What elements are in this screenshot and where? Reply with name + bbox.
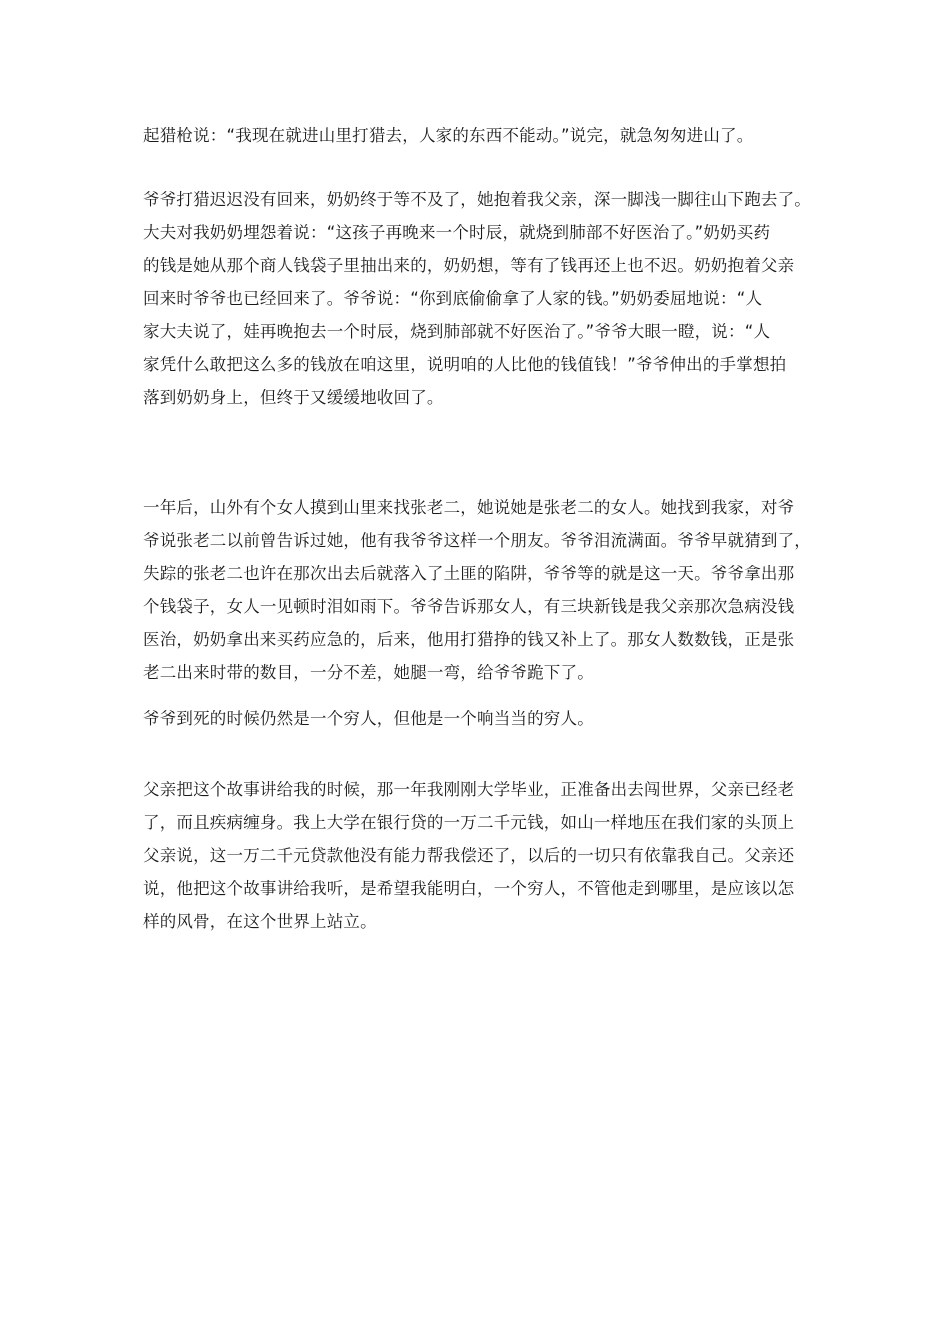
text-line: 家大夫说了，娃再晚抱去一个时辰，烧到肺部就不好医治了。”爷爷大眼一瞪，说：“人 xyxy=(143,322,771,341)
text-line: 起猎枪说：“我现在就进山里打猎去，人家的东西不能动。”说完，就急匆匆进山了。 xyxy=(143,126,754,145)
paragraph-4 xyxy=(143,702,825,735)
text-line: 落到奶奶身上，但终于又缓缓地收回了。 xyxy=(143,388,444,407)
text-line: 大夫对我奶奶埋怨着说：“这孩子再晚来一个时辰，就烧到肺部不好医治了。”奶奶买药 xyxy=(143,223,771,242)
text-line: 失踪的张老二也许在那次出去后就落入了土匪的陷阱，爷爷等的就是这一天。爷爷拿出那 xyxy=(143,564,795,583)
paragraph-5 xyxy=(143,773,825,938)
paragraph-3 xyxy=(143,491,825,689)
text-line: 父亲说，这一万二千元贷款他没有能力帮我偿还了，以后的一切只有依靠我自己。父亲还 xyxy=(143,846,795,865)
text-line: 一年后，山外有个女人摸到山里来找张老二，她说她是张老二的女人。她找到我家，对爷 xyxy=(143,498,795,517)
text-line: 父亲把这个故事讲给我的时候，那一年我刚刚大学毕业，正准备出去闯世界，父亲已经老 xyxy=(143,780,795,799)
text-line: 爷爷到死的时候仍然是一个穷人，但他是一个响当当的穷人。 xyxy=(143,709,594,728)
text-line: 个钱袋子，女人一见顿时泪如雨下。爷爷告诉那女人，有三块新钱是我父亲那次急病没钱 xyxy=(143,597,795,616)
text-line: 样的风骨，在这个世界上站立。 xyxy=(143,912,377,931)
text-line: 家凭什么敢把这么多的钱放在咱这里，说明咱的人比他的钱值钱！”爷爷伸出的手掌想拍 xyxy=(143,355,787,374)
paragraph-2 xyxy=(143,183,825,414)
text-line: 爷爷打猎迟迟没有回来，奶奶终于等不及了，她抱着我父亲，深一脚浅一脚往山下跑去了。 xyxy=(143,190,811,209)
text-line: 医治，奶奶拿出来买药应急的，后来，他用打猎挣的钱又补上了。那女人数数钱，正是张 xyxy=(143,630,795,649)
text-line: 爷说张老二以前曾告诉过她，他有我爷爷这样一个朋友。爷爷泪流满面。爷爷早就猜到了， xyxy=(143,531,811,550)
text-line: 说，他把这个故事讲给我听，是希望我能明白，一个穷人，不管他走到哪里，是应该以怎 xyxy=(143,879,795,898)
paragraph-1 xyxy=(143,119,825,152)
text-line: 老二出来时带的数目，一分不差，她腿一弯，给爷爷跪下了。 xyxy=(143,663,594,682)
text-line: 了，而且疾病缠身。我上大学在银行贷的一万二千元钱，如山一样地压在我们家的头顶上 xyxy=(143,813,795,832)
text-line: 的钱是她从那个商人钱袋子里抽出来的，奶奶想，等有了钱再还上也不迟。奶奶抱着父亲 xyxy=(143,256,795,275)
text-line: 回来时爷爷也已经回来了。爷爷说：“你到底偷偷拿了人家的钱。”奶奶委屈地说：“人 xyxy=(143,289,763,308)
